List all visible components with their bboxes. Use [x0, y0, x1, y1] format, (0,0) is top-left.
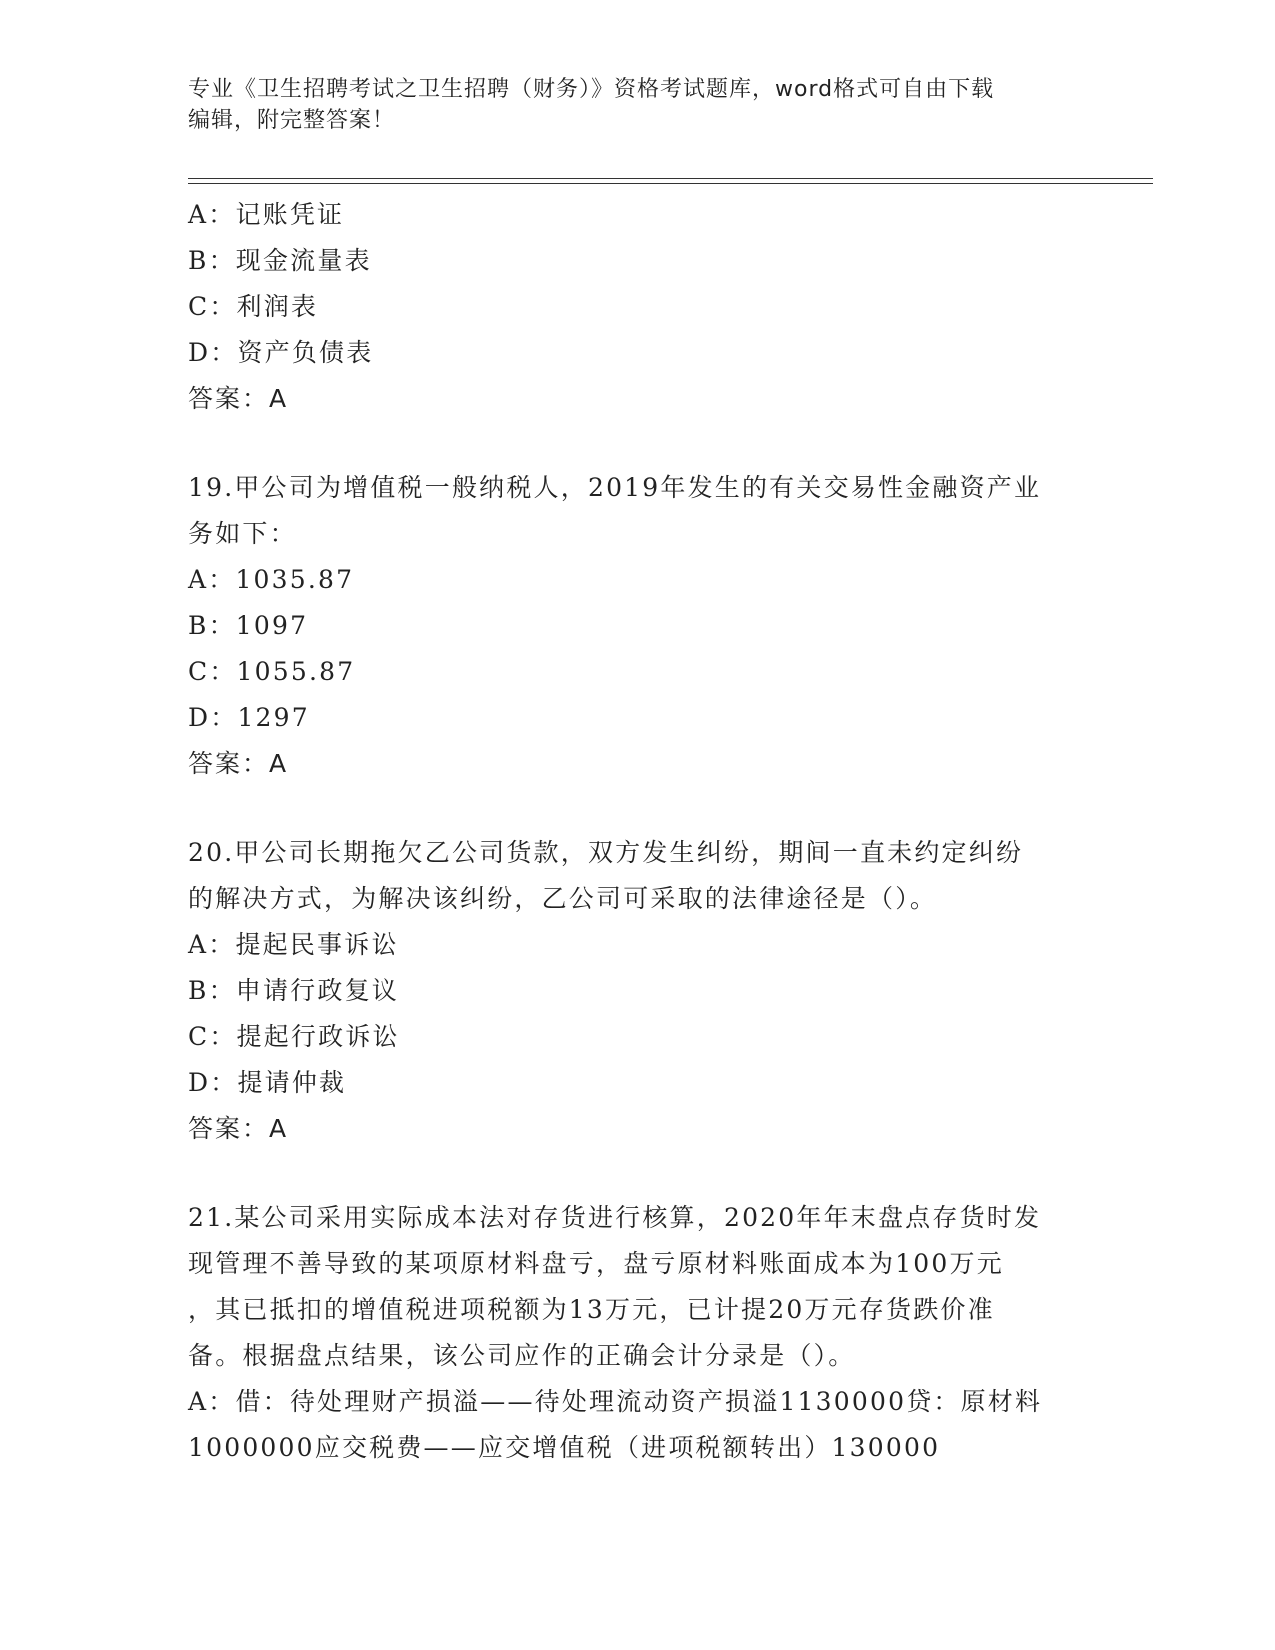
question-text-line: 备。根据盘点结果，该公司应作的正确会计分录是（）。 [188, 1341, 856, 1370]
answer: 答案：A [188, 749, 289, 778]
option-a: A：1035.87 [188, 565, 355, 594]
question-text-line: 的解决方式，为解决该纠纷，乙公司可采取的法律途径是（）。 [188, 884, 938, 913]
option-a: A：提起民事诉讼 [188, 930, 399, 959]
question-list [188, 192, 1088, 1471]
option-a-continued: 1000000应交税费——应交增值税（进项税额转出）130000 [188, 1433, 941, 1462]
answer: 答案：A [188, 1114, 289, 1143]
header-divider-bottom [188, 183, 1153, 184]
option-b: B：申请行政复议 [188, 976, 399, 1005]
option-c: C：1055.87 [188, 657, 356, 686]
header-divider-top [188, 178, 1153, 179]
header-line-2: 编辑，附完整答案！ [188, 108, 396, 133]
question-21 [188, 1195, 1088, 1471]
option-d: D：资产负债表 [188, 338, 374, 367]
document-header [188, 74, 1068, 136]
question-text-line: 务如下： [188, 519, 297, 548]
option-b: B：现金流量表 [188, 246, 372, 275]
header-line-1: 专业《卫生招聘考试之卫生招聘（财务）》资格考试题库，word格式可自由下载 [188, 77, 995, 102]
question-text-line: 20.甲公司长期拖欠乙公司货款，双方发生纠纷，期间一直未约定纠纷 [188, 838, 1024, 867]
question-19 [188, 465, 1088, 787]
question-text-line: 现管理不善导致的某项原材料盘亏，盘亏原材料账面成本为100万元 [188, 1249, 1004, 1278]
option-d: D：1297 [188, 703, 310, 732]
answer: 答案：A [188, 384, 289, 413]
question-text-line: ，其已抵扣的增值税进项税额为13万元，已计提20万元存货跌价准 [188, 1295, 995, 1324]
question-text-line: 19.甲公司为增值税一般纳税人，2019年发生的有关交易性金融资产业 [188, 473, 1042, 502]
option-a: A：借：待处理财产损溢——待处理流动资产损溢1130000贷：原材料 [188, 1387, 1043, 1416]
option-d: D：提请仲裁 [188, 1068, 347, 1097]
question-18 [188, 192, 1088, 422]
option-a: A：记账凭证 [188, 200, 345, 229]
option-b: B：1097 [188, 611, 309, 640]
option-c: C：利润表 [188, 292, 319, 321]
option-c: C：提起行政诉讼 [188, 1022, 400, 1051]
question-text-line: 21.某公司采用实际成本法对存货进行核算，2020年年末盘点存货时发 [188, 1203, 1042, 1232]
question-20 [188, 830, 1088, 1152]
